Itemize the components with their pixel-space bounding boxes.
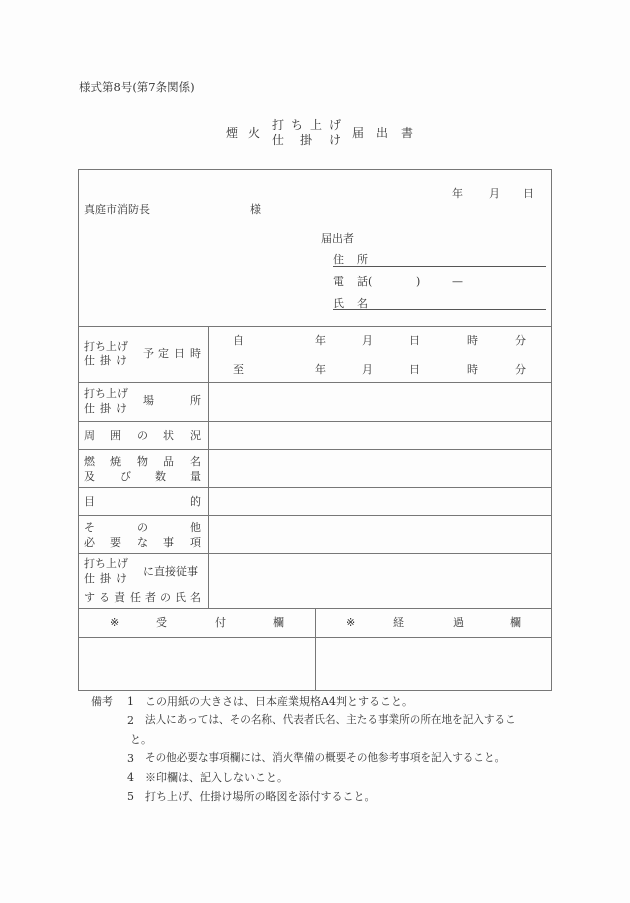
note-number: 2 (127, 714, 134, 727)
materials-label: 燃 (84, 455, 95, 468)
title-char: け (329, 133, 342, 147)
reception-label: 付 (215, 616, 226, 629)
place-label: け (116, 402, 127, 415)
title-char: 煙 (226, 126, 239, 140)
note-text: 法人にあっては、その名称、代表者氏名、主たる事業所の所在地を記入するこ (145, 714, 516, 726)
title-char: 届 (352, 126, 365, 140)
table-border (78, 169, 79, 690)
note-text: ※印欄は、記入しないこと。 (145, 771, 288, 784)
note-number: 3 (127, 752, 134, 765)
responsible-label: る (99, 591, 110, 604)
column-divider (315, 608, 316, 690)
from-month: 月 (362, 334, 373, 347)
surroundings-label: 囲 (110, 429, 121, 442)
responsible-label: の (160, 591, 171, 604)
note-text: その他必要な事項欄には、消火準備の概要その他参考事項を記入すること。 (145, 752, 506, 764)
form-number: 様式第8号(第7条関係) (79, 80, 195, 94)
row-divider (78, 421, 552, 422)
address-field[interactable] (333, 266, 546, 267)
row-divider (78, 553, 552, 554)
title-char: 上 (310, 118, 323, 132)
table-border (551, 169, 552, 690)
honorific: 様 (250, 203, 261, 216)
responsible-label: 掛 (100, 572, 111, 585)
other-label: 他 (190, 521, 201, 534)
responsible-label: に直接従事 (143, 565, 198, 578)
from-hour: 時 (467, 334, 478, 347)
note-number: 1 (127, 695, 134, 708)
other-field[interactable] (210, 517, 550, 552)
applicant-label: 届出者 (321, 232, 354, 245)
note-text: この用紙の大きさは、日本産業規格A4判とすること。 (145, 695, 413, 708)
row-divider (78, 515, 552, 516)
materials-label: 量 (190, 470, 201, 483)
reception-mark: ※ (110, 616, 120, 629)
reception-label: 欄 (273, 616, 284, 629)
title-char: 火 (248, 126, 261, 140)
surroundings-field[interactable] (210, 423, 550, 448)
notes-label: 備考 (91, 695, 113, 708)
note-text: 打ち上げ、仕掛け場所の略図を添付すること。 (145, 790, 376, 803)
to-minute: 分 (515, 363, 526, 376)
reception-field[interactable] (80, 639, 314, 689)
addressee: 真庭市消防長 (84, 203, 150, 216)
progress-label: 欄 (510, 616, 521, 629)
responsible-label: 仕 (84, 572, 95, 585)
title-char: ち (291, 118, 304, 132)
place-label: 仕 (84, 402, 95, 415)
from-minute: 分 (515, 334, 526, 347)
title-char: 掛 (300, 133, 313, 147)
from-prefix: 自 (233, 334, 244, 347)
surroundings-label: 況 (190, 429, 201, 442)
row-divider (78, 487, 552, 488)
materials-label: 品 (163, 455, 174, 468)
responsible-label: 者 (145, 591, 156, 604)
place-label: 掛 (100, 402, 111, 415)
responsible-label: す (84, 591, 95, 604)
row-divider (78, 449, 552, 450)
place-label: 打ち上げ (84, 387, 128, 400)
title-char: 書 (401, 126, 414, 140)
schedule-label: 時 (190, 347, 201, 360)
place-label: 所 (190, 394, 201, 407)
name-label: 名 (357, 297, 368, 310)
address-label: 住 (333, 253, 344, 266)
to-day: 日 (409, 363, 420, 376)
responsible-label: 打ち上げ (84, 557, 128, 570)
progress-mark: ※ (346, 616, 356, 629)
column-divider (208, 326, 209, 608)
note-number: 4 (127, 771, 134, 784)
date-year: 年 (452, 187, 463, 200)
progress-label: 過 (453, 616, 464, 629)
phone-close-paren: ) (416, 275, 421, 288)
row-divider (78, 382, 552, 383)
schedule-label: 予 (143, 347, 154, 360)
materials-label: び (120, 470, 131, 483)
other-label: そ (84, 521, 95, 534)
title-char: 仕 (272, 133, 285, 147)
note-text-continued: と。 (130, 733, 152, 746)
phone-label: 話( (357, 275, 373, 288)
materials-label: 物 (137, 455, 148, 468)
progress-field[interactable] (317, 639, 550, 689)
reception-label: 受 (156, 616, 167, 629)
other-label: な (137, 536, 148, 549)
to-prefix: 至 (233, 363, 244, 376)
name-label: 氏 (333, 297, 344, 310)
responsible-label: 氏 (175, 591, 186, 604)
name-field[interactable] (333, 309, 546, 310)
materials-label: 数 (155, 470, 166, 483)
purpose-field[interactable] (210, 489, 550, 514)
phone-label: 電 (333, 275, 344, 288)
date-day: 日 (523, 187, 534, 200)
to-hour: 時 (467, 363, 478, 376)
row-divider (78, 326, 552, 327)
other-label: 必 (84, 536, 95, 549)
from-year: 年 (315, 334, 326, 347)
other-label: の (137, 521, 148, 534)
date-month: 月 (489, 187, 500, 200)
to-month: 月 (362, 363, 373, 376)
note-number: 5 (127, 790, 134, 803)
responsible-label: け (116, 572, 127, 585)
schedule-label: 日 (174, 347, 185, 360)
surroundings-label: の (137, 429, 148, 442)
other-label: 要 (110, 536, 121, 549)
purpose-label: 的 (190, 495, 201, 508)
other-label: 事 (163, 536, 174, 549)
from-day: 日 (409, 334, 420, 347)
table-border (78, 169, 552, 170)
surroundings-label: 周 (84, 429, 95, 442)
place-field[interactable] (210, 384, 550, 420)
table-border (78, 690, 552, 691)
schedule-label: 打ち上げ (84, 340, 128, 353)
schedule-label: け (116, 354, 127, 367)
schedule-label: 仕 (84, 354, 95, 367)
progress-label: 経 (393, 616, 404, 629)
other-label: 項 (190, 536, 201, 549)
title-char: げ (329, 118, 342, 132)
title-char: 打 (272, 118, 285, 132)
responsible-label: 責 (114, 591, 125, 604)
materials-field[interactable] (210, 451, 550, 486)
to-year: 年 (315, 363, 326, 376)
materials-label: 焼 (110, 455, 121, 468)
materials-label: 名 (190, 455, 201, 468)
schedule-label: 掛 (100, 354, 111, 367)
responsible-field[interactable] (210, 555, 550, 607)
responsible-label: 名 (190, 591, 201, 604)
purpose-label: 目 (84, 495, 95, 508)
schedule-label: 定 (158, 347, 169, 360)
phone-dash: — (452, 275, 463, 288)
materials-label: 及 (84, 470, 95, 483)
address-label: 所 (357, 253, 368, 266)
responsible-label: 任 (130, 591, 141, 604)
place-label: 場 (143, 394, 154, 407)
title-char: 出 (376, 126, 389, 140)
surroundings-label: 状 (163, 429, 174, 442)
